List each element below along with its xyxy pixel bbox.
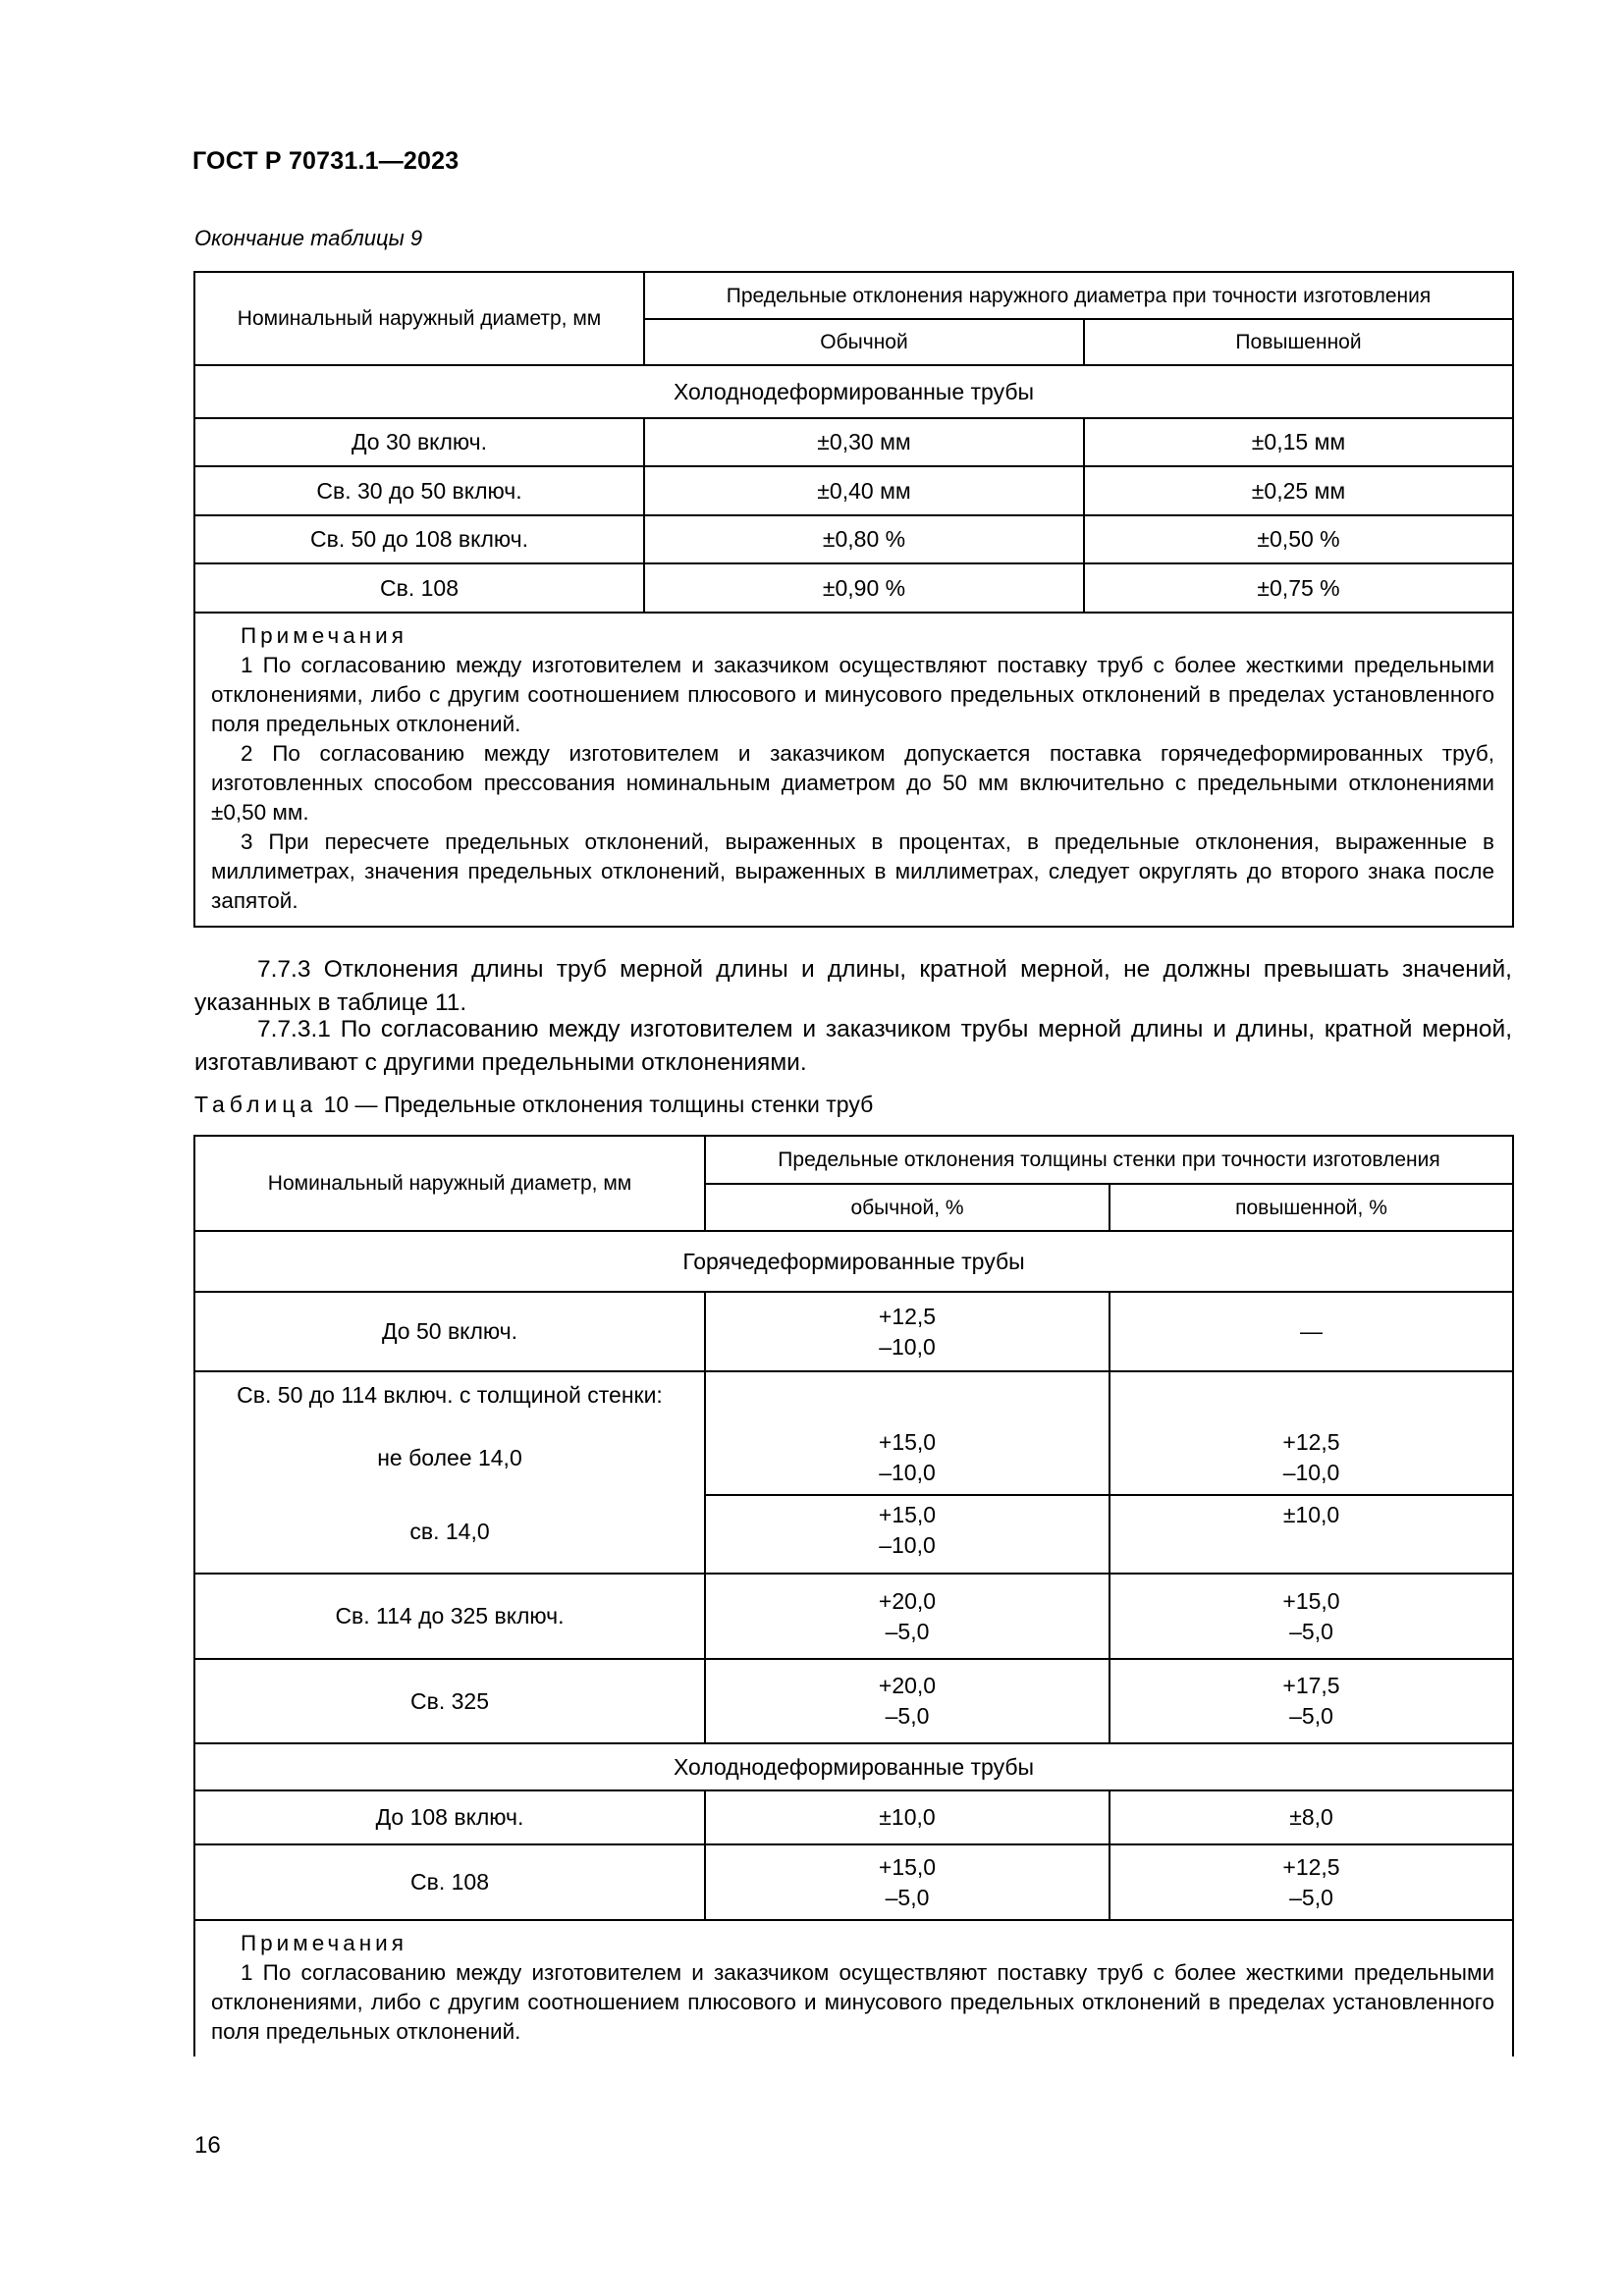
table-10-wall-thickness-deviations — [193, 1135, 1514, 2056]
cell-diameter: Св. 30 до 50 включ. — [194, 466, 644, 515]
page-number: 16 — [194, 2132, 221, 2159]
cell-increased: ±10,0 — [1110, 1495, 1513, 1574]
document-header: ГОСТ Р 70731.1—2023 — [192, 147, 460, 175]
cell-diameter-group — [194, 1371, 705, 1574]
cell-increased — [1110, 1574, 1513, 1659]
cell-ordinary — [705, 1844, 1110, 1920]
column-header-deviation-group: Предельные отклонения наружного диаметра при точности изготовления — [644, 272, 1513, 319]
value-minus: –5,0 — [1289, 1618, 1333, 1644]
value-plus: +15,0 — [878, 1853, 937, 1880]
cell-increased: ±0,50 % — [1084, 515, 1513, 563]
cell-diameter: Св. 114 до 325 включ. — [194, 1574, 705, 1659]
table-10-title-text: 10 — Предельные отклонения толщины стенки труб — [317, 1092, 874, 1117]
paragraph-7-7-3: 7.7.3 Отклонения длины труб мерной длины и длины, кратной мерной, не должны превышать значений, указанных в таблице 11. — [194, 956, 1512, 1016]
value-plus: +20,0 — [878, 1673, 937, 1698]
value-plus: +15,0 — [878, 1502, 937, 1527]
cell-ordinary: ±10,0 — [705, 1790, 1110, 1844]
column-header-increased: Повышенной — [1084, 319, 1513, 365]
column-header-increased: повышенной, % — [1110, 1184, 1513, 1231]
value-minus: –10,0 — [879, 1532, 936, 1558]
note-1: 1 По согласованию между изготовителем и заказчиком осуществляют поставку труб с более жесткими предельными отклонениями, либо с другим соотношением плюсового и минусового предельных отклонений в пределах установленного поля предельных отклонений. — [211, 1960, 1495, 2044]
section-header-cold-deformed: Холоднодеформированные трубы — [194, 365, 1513, 418]
value-plus: +12,5 — [878, 1303, 937, 1329]
value-plus: +17,5 — [1282, 1673, 1340, 1698]
value-plus: +15,0 — [1282, 1587, 1340, 1614]
column-header-nominal-diameter: Номинальный наружный диаметр, мм — [194, 1136, 705, 1231]
table-row — [194, 1790, 1513, 1844]
table-row — [194, 563, 1513, 613]
cell-increased: ±0,75 % — [1084, 563, 1513, 613]
cell-diameter: Св. 50 до 108 включ. — [194, 515, 644, 563]
table-row — [194, 1659, 1513, 1743]
note-2: 2 По согласованию между изготовителем и заказчиком допускается поставка горячедеформированных труб, изготовленных способом прессования номинальным диаметром до 50 мм включительно с предельными отклонениями ±0,50 мм. — [211, 741, 1495, 825]
table-row — [194, 1371, 1513, 1495]
cell-increased — [1110, 1659, 1513, 1743]
value-minus: –5,0 — [885, 1703, 930, 1729]
value-plus: +12,5 — [1282, 1853, 1340, 1880]
cell-diameter: До 30 включ. — [194, 418, 644, 466]
value-plus: +15,0 — [878, 1429, 937, 1455]
table-9-continuation-caption: Окончание таблицы 9 — [194, 226, 423, 250]
value-minus: –5,0 — [885, 1884, 930, 1910]
cell-ordinary — [705, 1292, 1110, 1371]
value-minus: –10,0 — [879, 1460, 936, 1485]
cell-ordinary: ±0,30 мм — [644, 418, 1084, 466]
section-header-cold-deformed: Холоднодеформированные трубы — [194, 1743, 1513, 1790]
table-10-notes — [194, 1920, 1513, 2056]
group-label: Св. 50 до 114 включ. с толщиной стенки: — [237, 1382, 663, 1408]
cell-increased: ±0,25 мм — [1084, 466, 1513, 515]
value-minus: –10,0 — [879, 1333, 936, 1360]
table-row — [194, 1844, 1513, 1920]
subgroup-label-2: св. 14,0 — [409, 1519, 490, 1544]
cell-ordinary: ±0,90 % — [644, 563, 1084, 613]
cell-ordinary — [705, 1574, 1110, 1659]
cell-ordinary — [705, 1659, 1110, 1743]
cell-increased: ±8,0 — [1110, 1790, 1513, 1844]
value-minus: –5,0 — [1289, 1703, 1333, 1729]
table-10-title — [194, 1092, 873, 1118]
cell-diameter: До 50 включ. — [194, 1292, 705, 1371]
cell-increased: ±0,15 мм — [1084, 418, 1513, 466]
note-3: 3 При пересчете предельных отклонений, выраженных в процентах, в предельные отклонения, выраженные в миллиметрах, значения предельных отклонений, выраженных в миллиметрах, следует округлять до второго знака после запятой. — [211, 829, 1495, 913]
column-header-ordinary: обычной, % — [705, 1184, 1110, 1231]
cell-diameter: Св. 108 — [194, 1844, 705, 1920]
column-header-nominal-diameter: Номинальный наружный диаметр, мм — [194, 272, 644, 365]
cell-ordinary — [705, 1495, 1110, 1574]
subgroup-label-1: не более 14,0 — [377, 1445, 522, 1470]
cell-ordinary: ±0,40 мм — [644, 466, 1084, 515]
table-9-outer-diameter-deviations — [193, 271, 1514, 928]
paragraph-7-7-3-1: 7.7.3.1 По согласованию между изготовителем и заказчиком трубы мерной длины и длины, кратной мерной, изготавливают с другими предельными отклонениями. — [194, 1016, 1512, 1076]
note-1: 1 По согласованию между изготовителем и заказчиком осуществляют поставку труб с более жесткими предельными отклонениями, либо с другим соотношением плюсового и минусового предельных отклонений в пределах установленного поля предельных отклонений. — [211, 653, 1495, 736]
notes-title: Примечания — [241, 1931, 407, 1955]
cell-increased: — — [1110, 1292, 1513, 1371]
section-header-hot-deformed: Горячедеформированные трубы — [194, 1231, 1513, 1292]
column-header-deviation-group: Предельные отклонения толщины стенки при точности изготовления — [705, 1136, 1513, 1184]
cell-diameter: Св. 108 — [194, 563, 644, 613]
cell-diameter: До 108 включ. — [194, 1790, 705, 1844]
cell-diameter: Св. 325 — [194, 1659, 705, 1743]
table-row — [194, 418, 1513, 466]
cell-ordinary — [705, 1371, 1110, 1495]
table-row — [194, 515, 1513, 563]
column-header-ordinary: Обычной — [644, 319, 1084, 365]
table-row — [194, 1574, 1513, 1659]
value-plus: +20,0 — [878, 1587, 937, 1614]
table-row — [194, 466, 1513, 515]
cell-ordinary: ±0,80 % — [644, 515, 1084, 563]
table-9-notes — [194, 613, 1513, 927]
notes-title: Примечания — [241, 623, 407, 648]
value-minus: –5,0 — [885, 1618, 930, 1644]
value-plus: +12,5 — [1282, 1429, 1340, 1455]
table-10-title-word: Таблица — [194, 1092, 318, 1117]
value-minus: –5,0 — [1289, 1884, 1333, 1910]
cell-increased — [1110, 1844, 1513, 1920]
value-minus: –10,0 — [1282, 1460, 1340, 1485]
cell-increased — [1110, 1371, 1513, 1495]
table-row — [194, 1292, 1513, 1371]
